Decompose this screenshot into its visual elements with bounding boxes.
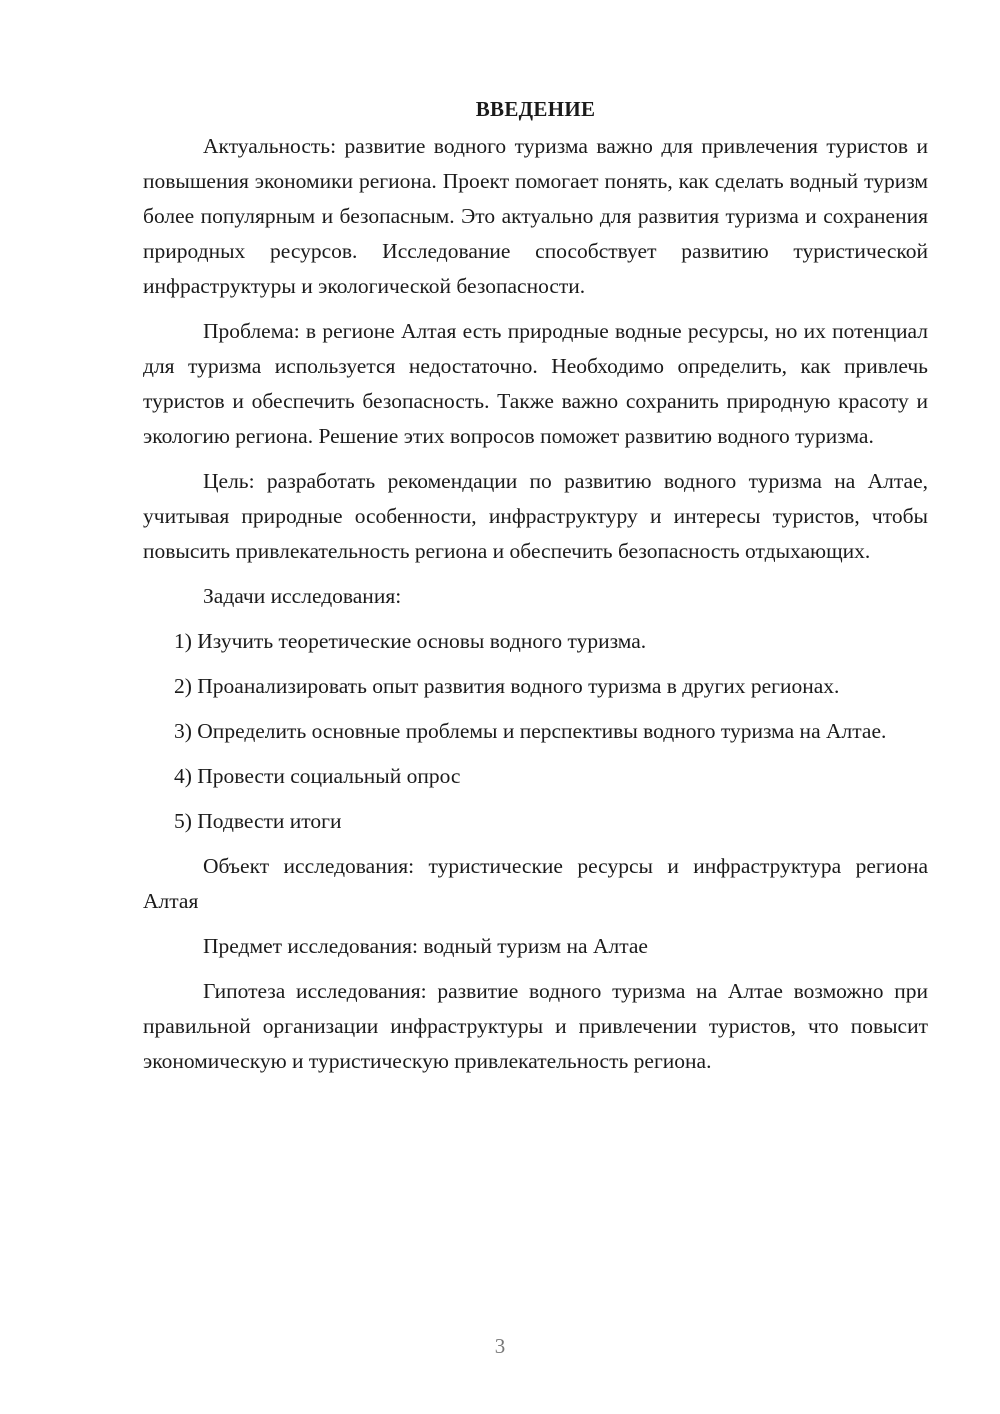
tasks-heading: Задачи исследования: [203, 584, 402, 608]
task-item: 1) Изучить теоретические основы водного туризма. [174, 629, 647, 653]
goal-paragraph: Цель: разработать рекомендации по развитию водного туризма на Алтае, учитывая природные особенности, инфраструктуру и интересы туристов, чтобы повысить привлекательность региона и обеспечить безопасность отдыхающих. [143, 469, 928, 563]
task-item: 5) Подвести итоги [174, 809, 342, 833]
page-title: ВВЕДЕНИЕ [475, 97, 596, 121]
document-page [143, 92, 928, 1079]
task-item: 4) Провести социальный опрос [174, 764, 461, 788]
problem-paragraph: Проблема: в регионе Алтая есть природные водные ресурсы, но их потенциал для туризма используется недостаточно. Необходимо определить, как привлечь туристов и обеспечить безопасность. Также важно сохранить природную красоту и экологию региона. Решение этих вопросов поможет развитию водного туризма. [143, 319, 928, 448]
relevance-paragraph: Актуальность: развитие водного туризма важно для привлечения туристов и повышения экономики региона. Проект помогает понять, как сделать водный туризм более популярным и безопасным. Это актуально для развития туризма и сохранения природных ресурсов. Исследование способствует развитию туристической инфраструктуры и экологической безопасности. [143, 134, 928, 298]
research-subject-paragraph: Предмет исследования: водный туризм на Алтае [203, 934, 648, 958]
page-number: 3 [494, 1334, 506, 1358]
task-item: 3) Определить основные проблемы и перспективы водного туризма на Алтае. [174, 719, 887, 743]
task-item: 2) Проанализировать опыт развития водного туризма в других регионах. [174, 674, 840, 698]
hypothesis-paragraph: Гипотеза исследования: развитие водного туризма на Алтае возможно при правильной организации инфраструктуры и привлечении туристов, что повысит экономическую и туристическую привлекательность региона. [143, 979, 928, 1073]
research-object-paragraph: Объект исследования: туристические ресурсы и инфраструктура региона Алтая [143, 854, 928, 913]
